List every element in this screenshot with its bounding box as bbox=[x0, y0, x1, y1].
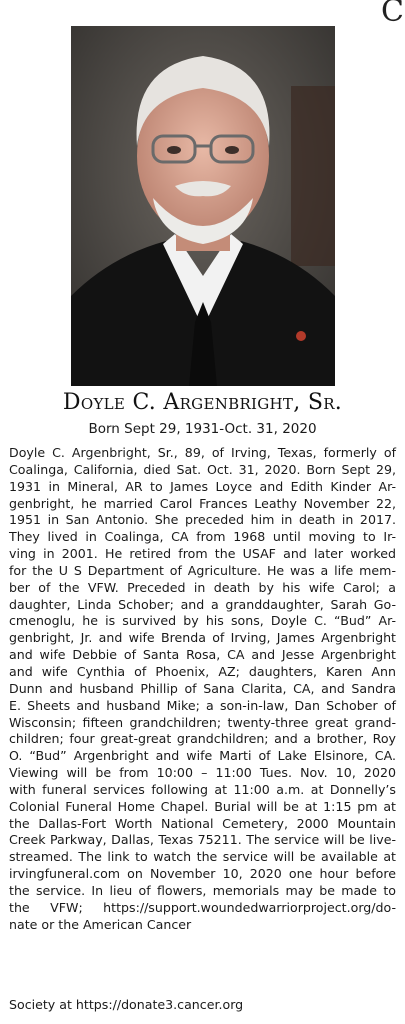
obituary-line: the VFW; https://support.woundedwarriorproject.org/do- bbox=[9, 899, 396, 915]
deceased-name: Doyle C. Argenbright, Sr. bbox=[62, 390, 343, 415]
obituary-line: ber of the VFW. Preceded in death by his wife Carol; a bbox=[9, 579, 396, 595]
obituary-line: the service. In lieu of flowers, memorials may be made to bbox=[9, 882, 396, 898]
obituary-line: genbright, Jr. and wife Brenda of Irving, James Argenbright bbox=[9, 630, 396, 646]
obituary-line: streamed. The link to watch the service will be available at bbox=[9, 849, 396, 865]
obituary-line: for the U S Department of Agriculture. He was a life mem- bbox=[9, 562, 396, 578]
obituary-line: irvingfuneral.com on November 10, 2020 one hour before bbox=[9, 866, 396, 882]
obituary-line: 1931 in Mineral, AR to James Loyce and Edith Kinder Ar- bbox=[9, 478, 396, 494]
obituary-line: nate or the American Cancer bbox=[9, 916, 192, 932]
portrait-photo bbox=[71, 26, 335, 386]
obituary-line: and wife Cynthia of Phoenix, AZ; daughters, Karen Ann bbox=[9, 663, 396, 679]
obituary-line: cmenoglu, he is survived by his sons, Doyle C. “Bud” Ar- bbox=[9, 613, 396, 629]
obituary-line: and wife Debbie of Santa Rosa, CA and Jesse Argenbright bbox=[9, 647, 396, 663]
obituary-line: the Dallas-Fort Worth National Cemetery, 2000 Mountain bbox=[9, 815, 396, 831]
obituary-line: genbright, he married Carol Frances Leathy November 22, bbox=[9, 495, 396, 511]
portrait-illustration bbox=[71, 26, 335, 386]
obituary-line: O. “Bud” Argenbright and wife Marti of Lake Elsinore, CA. bbox=[9, 748, 396, 764]
obituary-body bbox=[9, 445, 396, 933]
partial-letter: C bbox=[381, 0, 404, 29]
obituary-line: with funeral services following at 11:00 a.m. at Donnelly’s bbox=[9, 781, 396, 797]
obituary-line: They lived in Coalinga, CA from 1968 until moving to Ir- bbox=[9, 529, 396, 545]
obituary-line: E. Sheets and husband Mike; a son-in-law, Dan Schober of bbox=[9, 697, 396, 713]
obituary-line: 1951 in San Antonio. She preceded him in death in 2017. bbox=[9, 512, 396, 528]
life-dates: Born Sept 29, 1931-Oct. 31, 2020 bbox=[88, 421, 317, 437]
obituary-line: daughter, Linda Schober; and a granddaughter, Sarah Go- bbox=[9, 596, 396, 612]
footer-line: Society at https://donate3.cancer.org bbox=[9, 997, 244, 1012]
obituary-line: children; four great-great grandchildren; and a brother, Roy bbox=[9, 731, 396, 747]
obituary-line: ving in 2001. He retired from the USAF and later worked bbox=[9, 546, 396, 562]
obituary-line: Doyle C. Argenbright, Sr., 89, of Irving, Texas, formerly of bbox=[9, 445, 396, 460]
obituary-line: Creek Parkway, Dallas, Texas 75211. The service will be live- bbox=[9, 832, 396, 848]
obituary-line: Coalinga, California, died Sat. Oct. 31, 2020. Born Sept 29, bbox=[9, 461, 396, 477]
obituary-line: Colonial Funeral Home Chapel. Burial will be at 1:15 pm at bbox=[9, 798, 396, 814]
obituary-line: Viewing will be from 10:00 – 11:00 Tues. Nov. 10, 2020 bbox=[9, 765, 396, 781]
obituary-line: Wisconsin; fifteen grandchildren; twenty-three great grand- bbox=[9, 714, 396, 730]
obituary-line: Dunn and husband Phillip of Sana Clarita, CA, and Sandra bbox=[9, 680, 396, 696]
